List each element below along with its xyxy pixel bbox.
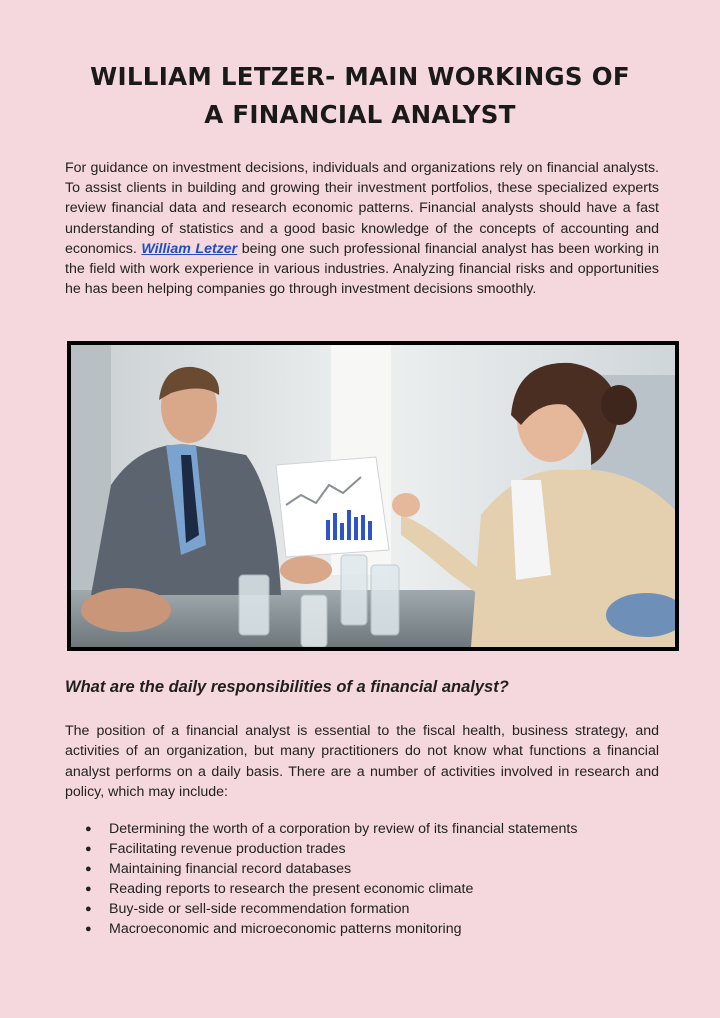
list-item-text: Macroeconomic and microeconomic patterns monitoring xyxy=(109,921,462,937)
bullet-icon: ● xyxy=(85,823,92,835)
list-item xyxy=(65,879,659,899)
list-item xyxy=(65,899,659,919)
title-line-2: A FINANCIAL ANALYST xyxy=(204,100,516,129)
intro-text-before: For guidance on investment decisions, individuals and organizations rely on financial analysts. To assist clients in building and growing their investment portfolios, these specialized experts review financial data and research economic patterns. Financial analysts should have a fast understanding of statistics and a good basic knowledge of the concepts of accounting and economics. xyxy=(65,160,659,257)
william-letzer-link[interactable]: William Letzer xyxy=(141,240,238,257)
list-item-text: Buy-side or sell-side recommendation formation xyxy=(109,901,410,917)
bullet-icon: ● xyxy=(85,863,92,875)
list-item xyxy=(65,819,659,839)
bullet-icon: ● xyxy=(85,903,92,915)
list-item-text: Facilitating revenue production trades xyxy=(109,841,346,857)
page-title xyxy=(60,58,660,134)
list-item xyxy=(65,859,659,879)
title-line-1: WILLIAM LETZER- MAIN WORKINGS OF xyxy=(90,62,630,91)
list-item-text: Reading reports to research the present economic climate xyxy=(109,881,474,897)
section-question-heading: What are the daily responsibilities of a financial analyst? xyxy=(65,678,509,696)
list-item-text: Determining the worth of a corporation by review of its financial statements xyxy=(109,821,578,837)
intro-text-after: being one such professional financial analyst has been working in the field with work experience in various industries. Analyzing financial risks and opportunities he has been helping companies go through investment decisions smoothly. xyxy=(65,240,659,298)
list-item xyxy=(65,839,659,859)
photo-illustration xyxy=(71,345,675,647)
business-meeting-photo xyxy=(67,341,679,651)
intro-paragraph xyxy=(65,158,659,299)
list-item xyxy=(65,919,659,939)
bullet-icon: ● xyxy=(85,923,92,935)
responsibilities-intro-paragraph: The position of a financial analyst is essential to the fiscal health, business strategy, and activities of an organization, but many practitioners do not know what functions a financial analyst performs on a daily basis. There are a number of activities involved in research and policy, which may include: xyxy=(65,723,659,801)
responsibilities-list xyxy=(65,819,659,939)
bullet-icon: ● xyxy=(85,843,92,855)
bullet-icon: ● xyxy=(85,883,92,895)
list-item-text: Maintaining financial record databases xyxy=(109,861,352,877)
